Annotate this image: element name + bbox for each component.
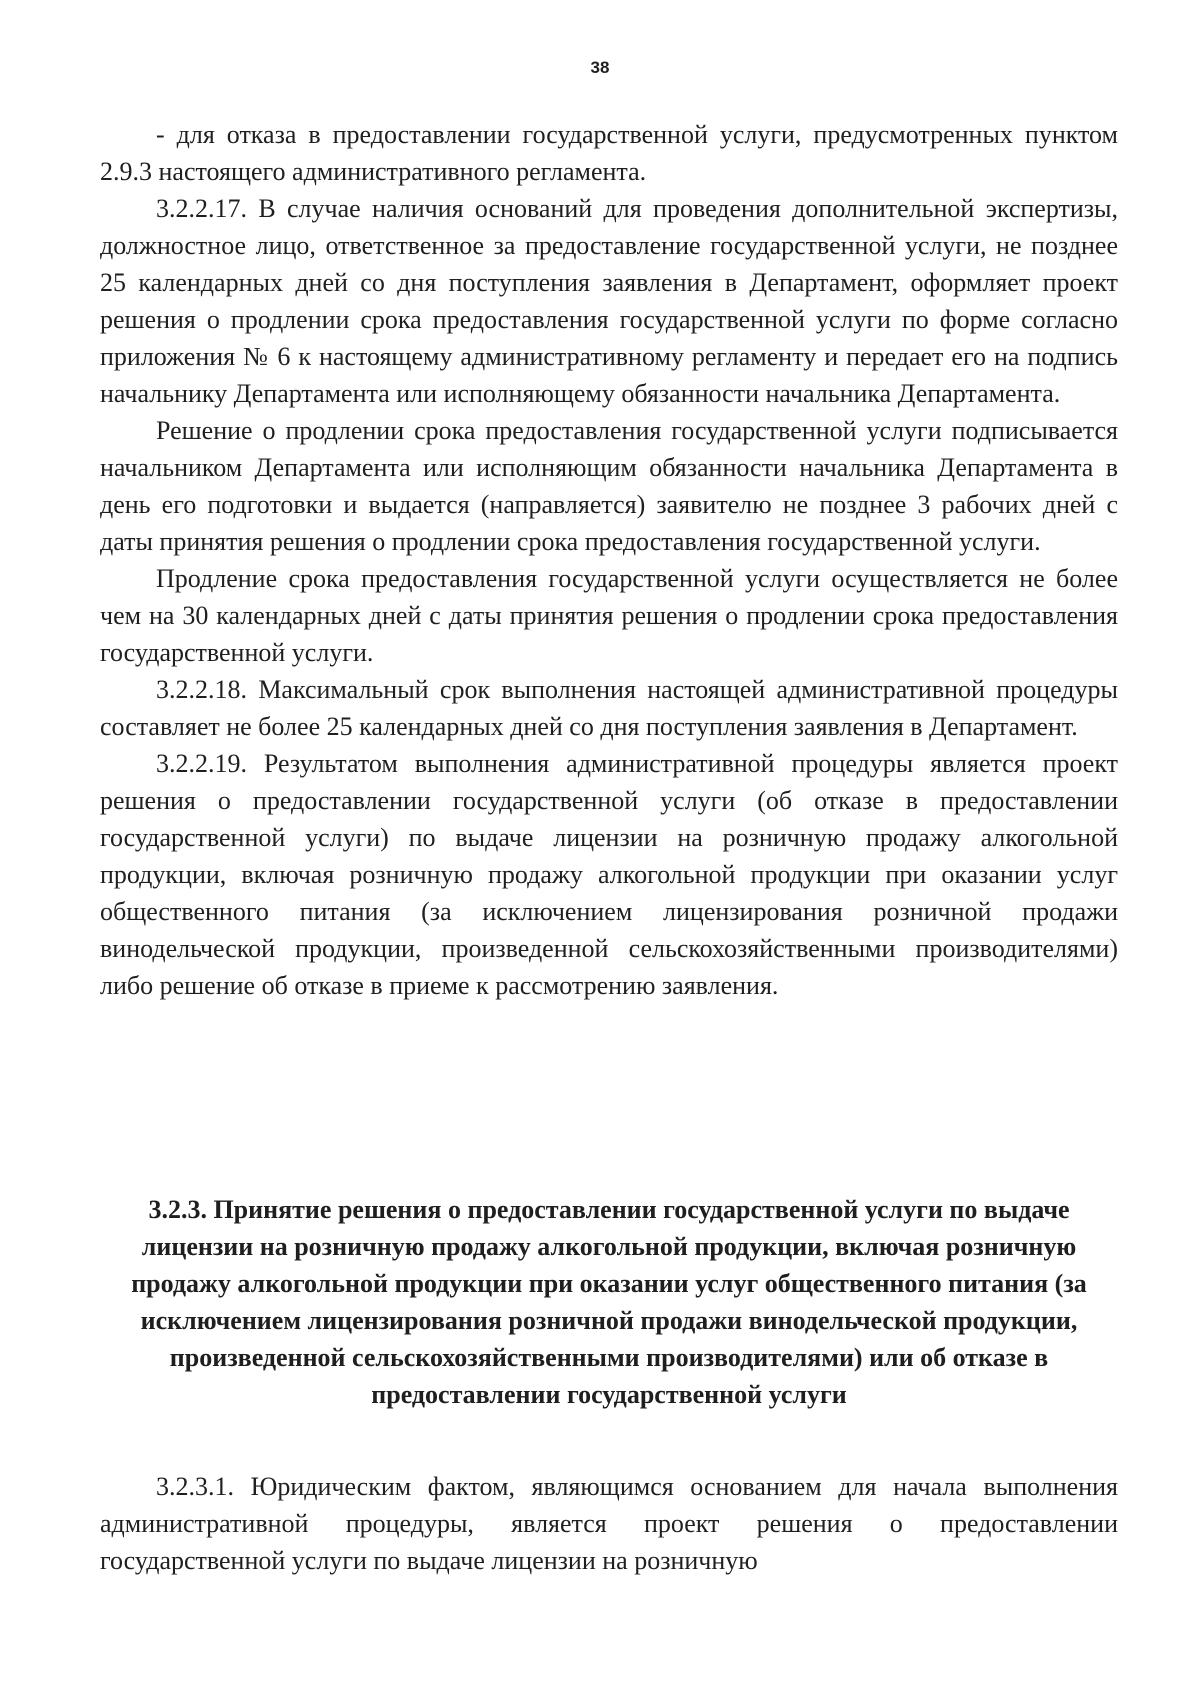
page-number: 38 — [590, 58, 610, 77]
paragraph-3-2-3-1: 3.2.3.1. Юридическим фактом, являющимся основанием для начала выполнения административной процедуры, является проект решения о предоставлении государственной услуги по выдаче лицензии на розничную — [100, 1472, 1118, 1575]
section-heading-3-2-3: 3.2.3. Принятие решения о предоставлении государственной услуги по выдаче лицензии на розничную продажу алкогольной продукции, включая розничную продажу алкогольной продукции при оказании услуг общественного питания (за исключением лицензирования розничной продажи винодельческой продукции, произведенной сельскохозяйственными производителями) или об отказе в предоставлении государственной услуги — [131, 1195, 1087, 1409]
paragraph-3-2-2-17: 3.2.2.17. В случае наличия оснований для проведения дополнительной экспертизы, должностное лицо, ответственное за предоставление государственной услуги, не позднее 25 календарных дней со дня поступления заявления в Департамент, оформляет проект решения о продлении срока предоставления государственной услуги по форме согласно приложения № 6 к настоящему административному регламенту и передает его на подпись начальнику Департамента или исполняющему обязанности начальника Департамента. — [100, 194, 1118, 408]
paragraph-refusal-clause: - для отказа в предоставлении государственной услуги, предусмотренных пунктом 2.9.3 настоящего административного регламента. — [100, 120, 1118, 186]
paragraph-extension-decision: Решение о продлении срока предоставления государственной услуги подписывается начальником Департамента или исполняющим обязанности начальника Департамента в день его подготовки и выдается (направляется) заявителю не позднее 3 рабочих дней с даты принятия решения о продлении срока предоставления государственной услуги. — [100, 416, 1118, 556]
document-body-continued — [100, 1468, 1118, 1579]
paragraph-3-2-2-19: 3.2.2.19. Результатом выполнения административной процедуры является проект решения о предоставлении государственной услуги (об отказе в предоставлении государственной услуги) по выдаче лицензии на розничную продажу алкогольной продукции, включая розничную продажу алкогольной продукции при оказании услуг общественного питания (за исключением лицензирования розничной продажи винодельческой продукции, произведенной сельскохозяйственными производителями) либо решение об отказе в приеме к рассмотрению заявления. — [100, 749, 1118, 1000]
paragraph-extension-term: Продление срока предоставления государственной услуги осуществляется не более чем на 30 календарных дней с даты принятия решения о продлении срока предоставления государственной услуги. — [100, 564, 1118, 667]
paragraph-3-2-2-18: 3.2.2.18. Максимальный срок выполнения настоящей административной процедуры составляет не более 25 календарных дней со дня поступления заявления в Департамент. — [100, 675, 1118, 741]
document-body — [100, 116, 1118, 1004]
